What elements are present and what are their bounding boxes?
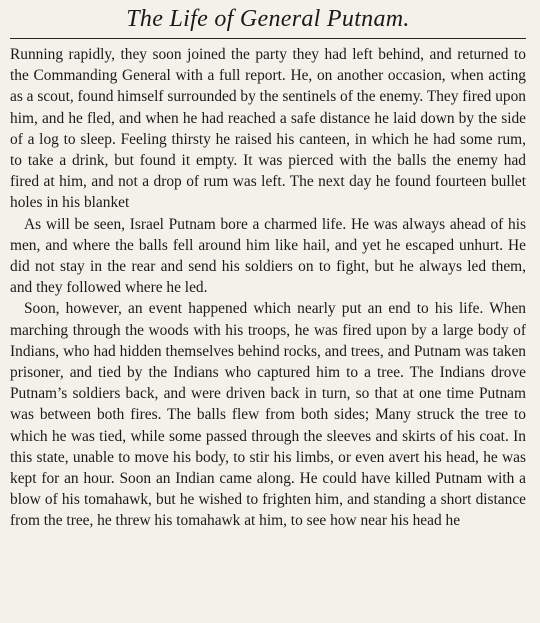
paragraph-2: As will be seen, Israel Putnam bore a charmed life. He was always ahead of his men, and where the balls fell around him like hail, and yet he escaped unhurt. He did not stay in the rear and send his soldiers on to fight, but he always led them, and they followed where he led. — [10, 215, 526, 297]
body-text — [10, 44, 526, 532]
paragraph-3: Soon, however, an event happened which nearly put an end to his life. When marching through the woods with his troops, he was fired upon by a large body of Indians, who had hidden themselves behind rocks, and trees, and Putnam was taken prisoner, and tied by the Indians who captured him to a tree. The Indians drove Putnam’s soldiers back, and were driven back in turn, so that at one time Putnam was between both fires. The balls flew from both sides; Many struck the tree to which he was tied, while some passed through the sleeves and skirts of his coat. In this state, unable to move his body, to stir his limbs, or even avert his head, he was kept for an hour. Soon an Indian came along. He could have killed Putnam with a blow of his tomahawk, but he wished to frighten him, and standing a short distance from the tree, he threw his tomahawk at him, to see how near his head he — [10, 300, 526, 530]
title-rule — [10, 38, 526, 39]
paragraph-1: Running rapidly, they soon joined the party they had left behind, and returned to the Commanding General with a full report. He, on another occasion, when acting as a scout, found himself surrounded by the sentinels of the enemy. They fired upon him, and he fled, and when he had reached a safe distance he laid down by the side of a log to sleep. Feeling thirsty he raised his canteen, in which he had some rum, to take a drink, but found it empty. It was pierced with the balls the enemy had fired at him, and not a drop of rum was left. The next day he found fourteen bullet holes in his blanket — [10, 46, 526, 212]
page-title: The Life of General Putnam. — [126, 6, 410, 32]
